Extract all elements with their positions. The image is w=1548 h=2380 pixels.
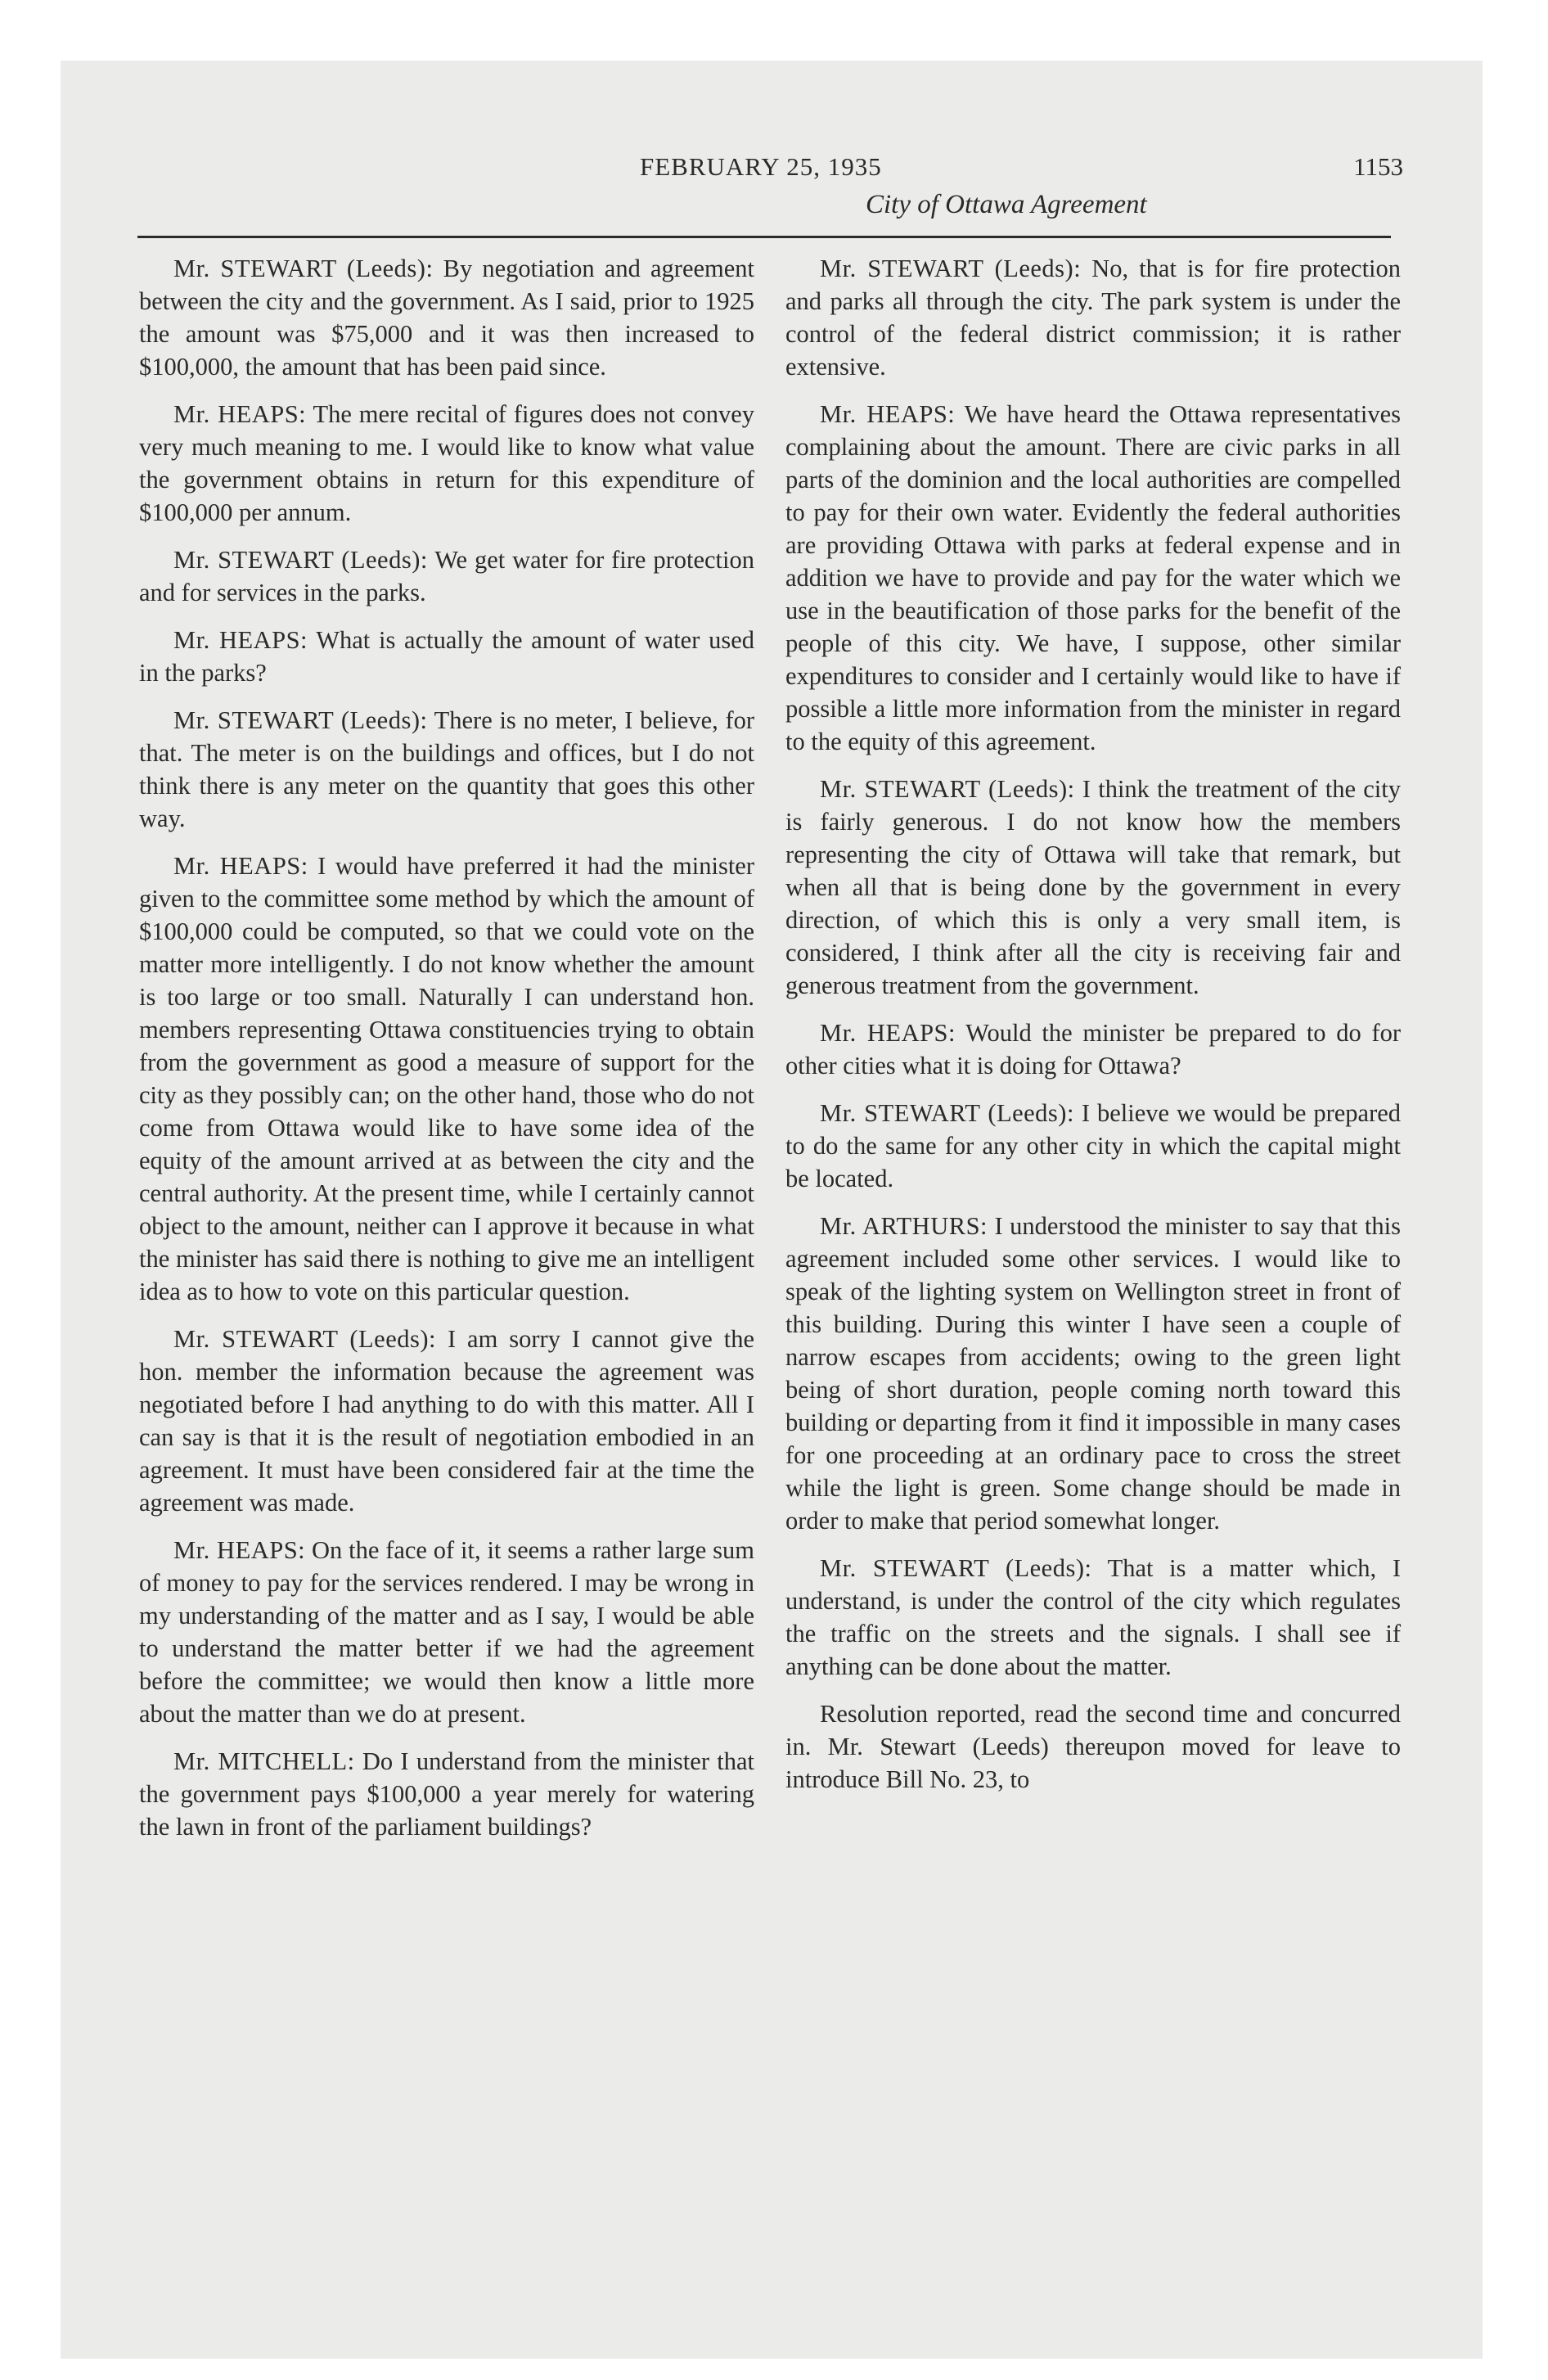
header-date: FEBRUARY 25, 1935	[640, 152, 882, 181]
speaker: Mr. STEWART (Leeds):	[173, 255, 434, 282]
speaker: Mr. HEAPS:	[173, 852, 308, 880]
paragraph	[139, 252, 754, 383]
left-column	[139, 252, 754, 1858]
speech-text: I believe we would be prepared to do the same for any other city in which the capital might be located.	[785, 1099, 1402, 1192]
speaker: Mr. HEAPS:	[173, 400, 307, 428]
speaker: Mr. STEWART (Leeds):	[820, 1099, 1074, 1127]
paragraph	[785, 1697, 1401, 1796]
speech-text: What is actually the amount of water used in the parks?	[139, 626, 755, 687]
speech-text: There is no meter, I believe, for that. The meter is on the buildings and offices, but I do not think there is any meter on the quantity that goes this other way.	[139, 706, 755, 832]
paragraph	[785, 1016, 1401, 1082]
paragraph	[139, 1534, 754, 1730]
paragraph	[139, 1323, 754, 1519]
speaker: Mr. STEWART (Leeds):	[820, 1554, 1092, 1582]
paragraph	[139, 398, 754, 529]
running-header	[573, 152, 1403, 218]
speaker: Mr. STEWART (Leeds):	[173, 706, 428, 734]
speech-text: Do I understand from the minister that the government pays $100,000 a year merely for watering the lawn in front of the parliament buildings?	[139, 1747, 754, 1841]
speaker: Mr. MITCHELL:	[173, 1747, 355, 1775]
paragraph	[785, 1097, 1401, 1195]
speech-text: By negotiation and agreement between the city and the government. As I said, prior to 1925 the amount was $75,000 and it was then increased to $100,000, the amount that has been paid since.	[139, 255, 755, 381]
speaker: Mr. STEWART (Leeds):	[820, 255, 1082, 282]
speech-text: I think the treatment of the city is fairly generous. I do not know how the members representing the city of Ottawa will take that remark, but when all that is being done by the government in every direction, of which this is only a very small item, is considered, I think after all the city is receiving fair and generous treatment from the government.	[785, 775, 1402, 999]
speaker: Mr. ARTHURS:	[820, 1212, 988, 1240]
speaker: Mr. STEWART (Leeds):	[173, 1325, 436, 1353]
speaker: Mr. HEAPS:	[173, 626, 308, 654]
right-column	[785, 252, 1401, 1810]
paragraph	[785, 252, 1401, 383]
paragraph	[139, 850, 754, 1308]
paragraph	[139, 543, 754, 609]
speech-text: On the face of it, it seems a rather large sum of money to pay for the services rendered. I may be wrong in my understanding of the matter and as I say, I would be able to understand the matter better if we had the agreement before the committee; we would then know a little more about the matter than we do at present.	[139, 1536, 754, 1728]
speech-text: The mere recital of figures does not convey very much meaning to me. I would like to know what value the government obtains in return for this expenditure of $100,000 per annum.	[139, 400, 754, 526]
paragraph	[139, 1745, 754, 1843]
speaker: Mr. HEAPS:	[820, 400, 956, 428]
speaker: Mr. HEAPS:	[173, 1536, 306, 1564]
paragraph	[785, 1210, 1401, 1537]
speech-text: We have heard the Ottawa representatives complaining about the amount. There are civic parks in all parts of the dominion and the local authorities are compelled to pay for their own water. Evidently the federal authorities are providing Ottawa with parks at federal expense and in addition we have to provide and pay for the water which we use in the beautification of those parks for the benefit of the people of this city. We have, I suppose, other similar expenditures to consider and I certainly would like to have if possible a little more information from the minister in regard to the equity of this agreement.	[785, 400, 1401, 755]
speech-text: I am sorry I cannot give the hon. member the information because the agreement was negotiated before I had anything to do with this matter. All I can say is that it is the result of negotiation embodied in an agreement. It must have been considered fair at the time the agreement was made.	[139, 1325, 754, 1517]
speech-text: That is a matter which, I understand, is under the control of the city which regulates the traffic on the streets and the signals. I shall see if anything can be done about the matter.	[785, 1554, 1402, 1680]
header-rule	[137, 236, 1391, 238]
speech-text: I understood the minister to say that this agreement included some other services. I would like to speak of the lighting system on Wellington street in front of this building. During this winter I have seen a couple of narrow escapes from accidents; owing to the green light being of short duration, people coming north toward this building or departing from it find it impossible in many cases for one proceeding at an ordinary pace to cross the street while the light is green. Some change should be made in order to make that period somewhat longer.	[785, 1212, 1401, 1535]
paragraph	[785, 398, 1401, 758]
paragraph	[139, 704, 754, 835]
speech-text: We get water for fire protection and for services in the parks.	[139, 546, 755, 606]
section-title: City of Ottawa Agreement	[866, 190, 1147, 219]
speech-text: I would have preferred it had the minister given to the committee some method by which the amount of $100,000 could be computed, so that we could vote on the matter more intelligently. I do not know whether the amount is too large or too small. Naturally I can understand hon. members representing Ottawa constituencies trying to obtain from the government as good a measure of support for the city as they possibly can; on the other hand, those who do not come from Ottawa would like to have some idea of the equity of the amount arrived at as between the city and the central authority. At the present time, while I certainly cannot object to the amount, neither can I approve it because in what the minister has said there is nothing to give me an intelligent idea as to how to vote on this particular question.	[139, 852, 754, 1305]
speaker: Mr. STEWART (Leeds):	[820, 775, 1075, 803]
paragraph	[785, 773, 1401, 1002]
paragraph	[139, 624, 754, 689]
speaker: Mr. HEAPS:	[820, 1019, 956, 1047]
resolution-text: Resolution reported, read the second time and concurred in. Mr. Stewart (Leeds) thereupon moved for leave to introduce Bill No. 23, to	[785, 1700, 1401, 1793]
speech-text: No, that is for fire protection and parks all through the city. The park system is under the control of the federal district commission; it is rather extensive.	[785, 255, 1402, 381]
speaker: Mr. STEWART (Leeds):	[173, 546, 428, 574]
page-number: 1153	[1353, 152, 1403, 181]
paragraph	[785, 1552, 1401, 1683]
speech-text: Would the minister be prepared to do for other cities what it is doing for Ottawa?	[785, 1019, 1401, 1080]
